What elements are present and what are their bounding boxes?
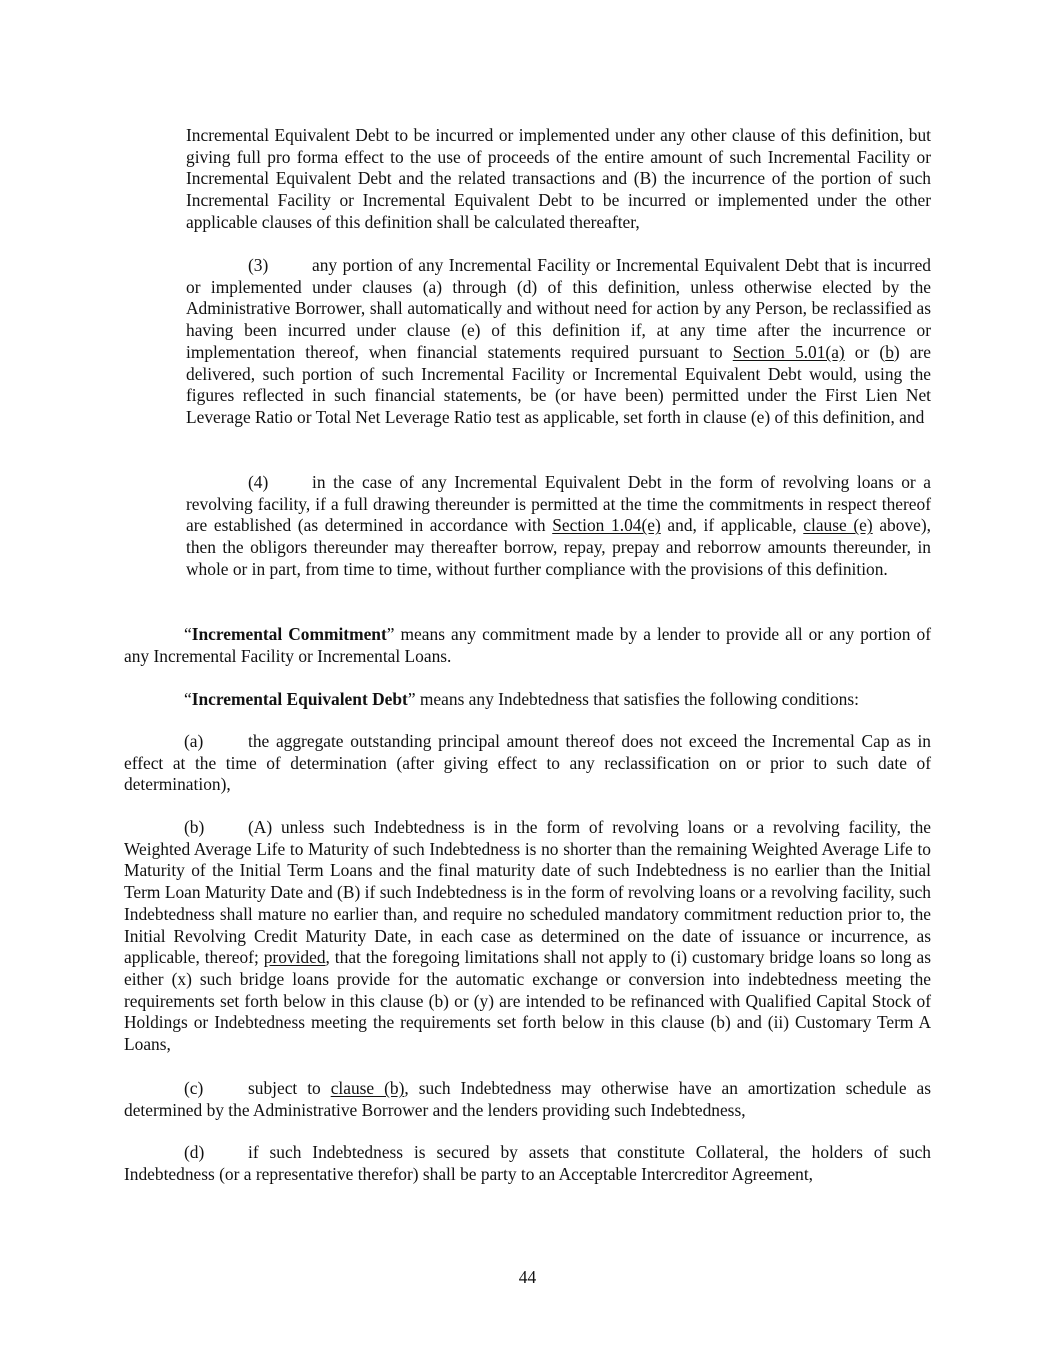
item-3-text-2: or ( [844,341,886,362]
item-3-text-1: any portion of any Incremental Facility or Incremental Equivalent Debt that is incurred or implemented under clauses (a) through (d) of this definition, unless otherwise elected by the Administrative Borrower, shall automatically and without need for action by any Person, be reclassified as having been incurred under clause (e) of this definition if, at any time after the incurrence or implementation thereof, when financial statements required pursuant to [186,255,931,362]
continuation-text: Incremental Equivalent Debt to be incurred or implemented under any other clause of this definition, but giving full pro forma effect to the use of proceeds of the entire amount of such Incremental Facility or Incremental Equivalent Debt and the related transactions and (B) the incurrence of the portion of such Incremental Facility or Incremental Equivalent Debt to be incurred or implemented under the other applicable clauses of this definition shall be calculated thereafter, [186,125,931,232]
definition-incremental-equivalent-debt [124,689,931,711]
clause-d-text: if such Indebtedness is secured by assets that constitute Collateral, the holders of such Indebtedness (or a representative therefor) shall be party to an Acceptable Intercreditor Agreement, [124,1142,931,1184]
item-3-number: (3) [248,255,269,275]
section-1-04e-reference[interactable]: Section 1.04(e) [552,515,661,536]
item-4-text-1: in the case of any Incremental Equivalent Debt in the form of revolving loans or a revolving facility, if a full drawing thereunder is permitted at the time the commitments in respect thereof are established (as determined in accordance with [186,472,931,536]
definition-text: means any commitment made by a lender to provide all or any portion of any Incremental Facility or Incremental Loans. [124,624,931,666]
clause-b-text-1: (A) unless such Indebtedness is in the form of revolving loans or a revolving facility, the Weighted Average Life to Maturity of such Indebtedness is no shorter than the remaining Weighted Average Life to Maturity of the Initial Term Loans and the final maturity date of such Indebtedness is no earlier than the Initial Term Loan Maturity Date and (B) if such Indebtedness is in the form of revolving loans or a revolving facility, such Indebtedness shall mature no earlier than, and require no scheduled mandatory commitment reduction prior to, the Initial Revolving Credit Maturity Date, in each case as determined on the date of issuance or incurrence, as applicable, thereof; [124,817,931,968]
item-3-text-3: ) are delivered, such portion of such Incremental Facility or Incremental Equivalent Debt would, using the figures reflected in such financial statements, be (or have been) permitted under the First Lien Net Leverage Ratio or Total Net Leverage Ratio test as applicable, set forth in clause (e) of this definition, and [186,341,931,427]
section-5-01a-reference[interactable]: Section 5.01(a) [732,341,845,362]
clause-d-paragraph [124,1142,931,1185]
clause-a-number: (a) [184,731,204,751]
open-quote: “ [184,689,192,709]
defined-term: Incremental Equivalent Debt [191,689,408,709]
item-4-paragraph [186,472,931,581]
continuation-paragraph [186,125,931,234]
clause-b-paragraph [124,817,931,1056]
clause-d-number: (d) [184,1142,205,1162]
clause-c-paragraph [124,1078,931,1121]
item-4-text-3: above), then the obligors thereunder may thereafter borrow, repay, prepay and reborrow amounts thereunder, in whole or in part, from time to time, without further compliance with the provisions of this definition. [186,515,932,579]
provided-term: provided [263,947,326,968]
clause-c-text-1: subject to [248,1078,331,1098]
defined-term: Incremental Commitment [191,624,387,644]
clause-b-number: (b) [184,817,205,837]
clause-c-number: (c) [184,1078,204,1098]
close-quote: ” [386,624,395,644]
definition-incremental-commitment [124,624,931,667]
item-4-text-2: and, if applicable, [660,515,804,536]
clause-b-cross-reference[interactable]: clause (b) [330,1078,405,1098]
close-quote: ” [407,689,416,709]
page-number: 44 [518,1267,537,1287]
clause-b-text-2: , that the foregoing limitations shall not apply to (i) customary bridge loans so long as either (x) such bridge loans provide for the automatic exchange or conversion into indebtedness meeting the requirements set forth below in this clause (b) or (y) are intended to be refinanced with Qualified Capital Stock of Holdings or Indebtedness meeting the requirements set forth below in this clause (b) and (ii) Customary Term A Loans, [124,947,932,1055]
item-4-number: (4) [248,472,269,492]
definition-text: means any Indebtedness that satisfies the following conditions: [415,689,859,709]
item-3-paragraph [186,255,931,429]
clause-a-text: the aggregate outstanding principal amount thereof does not exceed the Incremental Cap as in effect at the time of determination (after giving effect to any reclassification on or prior to such date of determination), [124,731,931,795]
clause-e-reference[interactable]: clause (e) [803,515,873,536]
open-quote: “ [184,624,192,644]
clause-b-reference[interactable]: b [885,341,894,362]
clause-c-text-2: , such Indebtedness may otherwise have an amortization schedule as determined by the Administrative Borrower and the lenders providing such Indebtedness, [124,1078,932,1120]
clause-a-paragraph [124,731,931,796]
